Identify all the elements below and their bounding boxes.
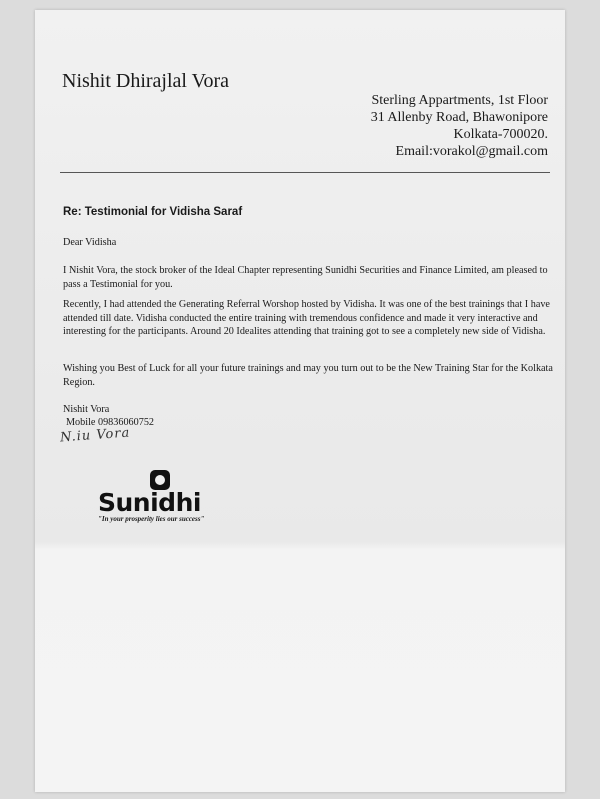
logo-tagline: "In your prosperity lies our success" xyxy=(98,515,205,523)
address-line: 31 Allenby Road, Bhawonipore xyxy=(370,110,548,125)
address-line: Kolkata-700020. xyxy=(453,127,548,142)
paragraph-1: I Nishit Vora, the stock broker of the Ideal Chapter representing Sunidhi Securities and Finance Limited, am pleased to pass a Testimonial for you. xyxy=(63,265,548,290)
paragraph-3: Wishing you Best of Luck for all your future trainings and may you turn out to be the New Training Star for the Kolkata Region. xyxy=(63,363,553,388)
email-line: Email:vorakol@gmail.com xyxy=(395,144,548,159)
mobile-number: Mobile 09836060752 xyxy=(66,417,155,428)
sunidhi-logo: Sunidhi xyxy=(98,488,201,517)
sender-name: Nishit Dhirajlal Vora xyxy=(62,70,230,92)
salutation: Dear Vidisha xyxy=(63,237,117,248)
closing-name: Nishit Vora xyxy=(63,404,110,415)
subject-line: Re: Testimonial for Vidisha Saraf xyxy=(63,206,243,218)
handwritten-signature: N.iu Vora xyxy=(59,425,131,446)
paragraph-2: Recently, I had attended the Generating Referral Worshop hosted by Vidisha. It was one of the best trainings that I have attended till date. Vidisha conducted the entire training with tremendous confidence and made it very interactive and interesting for the participants. Around 20 Idealites attending that training got to see a completely new side of Vidisha. xyxy=(63,299,550,337)
header-divider xyxy=(60,172,550,173)
address-line: Sterling Appartments, 1st Floor xyxy=(371,93,548,108)
sender-address xyxy=(371,92,548,160)
sunidhi-logo-icon xyxy=(150,470,170,490)
